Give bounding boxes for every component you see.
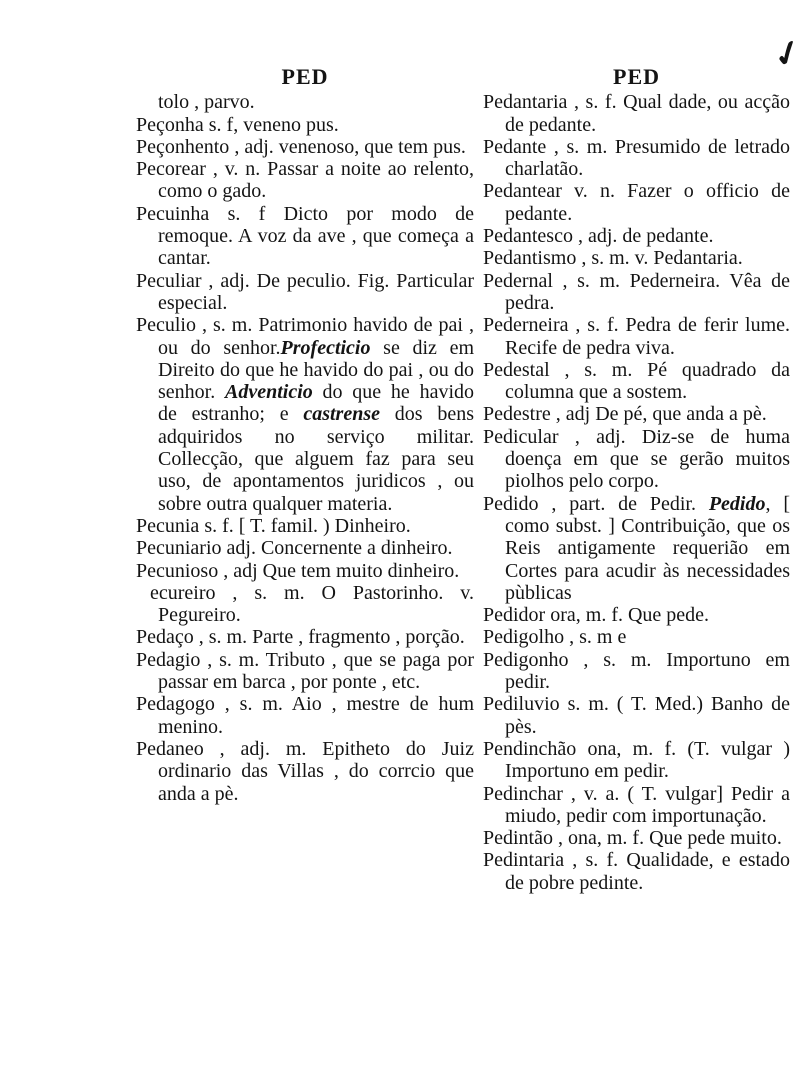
entry-italic-term: Profecticio bbox=[280, 336, 371, 359]
entry-headword: Pedinchar bbox=[483, 782, 563, 805]
running-head-right: PED bbox=[613, 64, 660, 89]
entry-headword: Pendinchão bbox=[483, 737, 577, 760]
entry-definition: , s. m. Pé quadrado da columna que a sostem. bbox=[505, 358, 790, 404]
dictionary-entry bbox=[483, 426, 790, 493]
dictionary-entry bbox=[483, 403, 790, 425]
entry-definition: ora, m. f. Que pede. bbox=[545, 604, 710, 627]
entry-definition: , [ como subst. ] Contribuição, que os Reis antigamente requerião em Cortes para acudir às necessidades pùblicas bbox=[505, 492, 790, 604]
dictionary-entry bbox=[136, 314, 474, 515]
entry-definition: , s. f. Qual dade, ou acção de pedante. bbox=[505, 91, 790, 136]
dictionary-entry bbox=[483, 604, 790, 626]
dictionary-entry bbox=[136, 626, 474, 648]
dictionary-entry bbox=[483, 649, 790, 694]
dictionary-entry bbox=[483, 270, 790, 315]
entry-definition: , s. m. v. Pedantaria. bbox=[576, 247, 743, 270]
entry-headword: Pedantesco bbox=[483, 225, 573, 248]
entry-headword: Pedido bbox=[483, 492, 539, 515]
entry-definition: , adj. de pedante. bbox=[572, 225, 714, 248]
entry-definition: , s. m. O Pastorinho. v. Pegureiro. bbox=[158, 581, 474, 627]
entry-definition: , v. n. Passar a noite ao relento, como o gado. bbox=[158, 158, 474, 203]
entry-italic-term: Pedido bbox=[708, 492, 766, 515]
entry-definition: s. f Dicto por modo de remoque. A voz da ave , que começa a cantar. bbox=[158, 202, 474, 270]
entry-definition: adj. Concernente a dinheiro. bbox=[221, 537, 453, 560]
dictionary-entry bbox=[483, 180, 790, 225]
dictionary-entry bbox=[136, 91, 474, 113]
entry-definition: s. m. ( T. Med.) Banho de pès. bbox=[505, 693, 790, 738]
entry-headword: Pedintão bbox=[483, 827, 553, 850]
entry-definition: , s. m. Presumido de letrado charlatão. bbox=[505, 135, 790, 181]
dictionary-entry bbox=[136, 203, 474, 270]
dictionary-entry bbox=[136, 649, 474, 694]
entry-headword: Pedigonho bbox=[483, 648, 569, 671]
entry-headword: Pedintaria bbox=[483, 849, 565, 872]
entry-headword: Pecunia bbox=[136, 514, 200, 537]
entry-definition: tolo , parvo. bbox=[158, 91, 255, 114]
entry-definition: , s. f. Pedra de ferir lume. Recife de pedra viva. bbox=[505, 314, 790, 359]
entry-definition: , s. m. Pederneira. Vêa de pedra. bbox=[505, 269, 790, 314]
entry-headword: Pecunioso bbox=[136, 559, 219, 582]
entry-definition: , adj. venenoso, que tem pus. bbox=[229, 135, 466, 158]
right-column bbox=[483, 66, 790, 894]
entry-definition: v. n. Fazer o officio de pedante. bbox=[505, 180, 790, 225]
dictionary-entry bbox=[136, 158, 474, 203]
entry-headword: Pedantismo bbox=[483, 247, 577, 270]
entry-headword: Pedernal bbox=[483, 269, 553, 292]
entry-headword: Pedagio bbox=[136, 648, 201, 671]
dictionary-entry bbox=[483, 225, 790, 247]
entry-definition: , s. m e bbox=[564, 626, 627, 649]
entry-headword: Pecorear bbox=[136, 158, 206, 181]
entry-definition: , adj. De peculio. Fig. Particular especial. bbox=[158, 269, 474, 314]
entry-headword: Pedigolho bbox=[483, 626, 565, 649]
entry-headword: Pedaneo bbox=[136, 737, 204, 760]
entry-definition: , s. f. Qualidade, e estado de pobre pedinte. bbox=[505, 849, 790, 894]
entry-headword: Pedidor bbox=[483, 604, 546, 627]
dictionary-entry bbox=[483, 849, 790, 894]
dictionary-entry bbox=[483, 827, 790, 849]
dictionary-entry bbox=[136, 515, 474, 537]
entry-definition: , s. m. Patrimonio havido de pai , ou do senhor. bbox=[158, 314, 474, 359]
dictionary-entry bbox=[136, 582, 474, 627]
dictionary-entry bbox=[483, 626, 790, 648]
entry-definition: , adj. m. Epitheto do Juiz ordinario das Villas , do corrcio que anda a pè. bbox=[158, 737, 474, 805]
entry-headword: Peculio bbox=[136, 314, 196, 337]
entry-definition: , s. m. Tributo , que se paga por passar em barca , por ponte , etc. bbox=[158, 648, 474, 694]
entry-headword: Peçonhento bbox=[136, 135, 230, 158]
entry-headword: Pedantaria bbox=[483, 91, 568, 114]
entry-definition: dos bens adquiridos no serviço militar. Collecção, que alguem faz para seu uso, de apontamentos juridicos , ou sobre outra qualquer materia. bbox=[158, 403, 474, 515]
entry-headword: Pedestal bbox=[483, 358, 550, 381]
entry-headword: Pecuinha bbox=[136, 202, 210, 225]
entry-definition: , ona, m. f. Que pede muito. bbox=[553, 827, 782, 850]
entry-headword: Pedantear bbox=[483, 180, 562, 203]
entry-definition: s. f. [ T. famil. ) Dinheiro. bbox=[199, 514, 411, 537]
dictionary-entry bbox=[483, 314, 790, 359]
dictionary-entry bbox=[136, 560, 474, 582]
entry-definition: se diz em Direito do que he havido do pai , ou do senhor. bbox=[158, 336, 474, 404]
running-head-left: PED bbox=[281, 64, 329, 89]
entry-definition: , part. de Pedir. bbox=[538, 492, 709, 515]
entry-definition: , adj. Diz-se de huma doença em que se gerão muitos piolhos pelo corpo. bbox=[505, 425, 790, 493]
dictionary-entry bbox=[136, 537, 474, 559]
entry-definition: , adj De pé, que anda a pè. bbox=[550, 403, 767, 426]
entry-italic-term: castrense bbox=[303, 403, 381, 426]
entry-headword: Pedante bbox=[483, 135, 547, 158]
entry-headword: Pedicular bbox=[483, 425, 559, 448]
entry-definition: do que he havido de estranho; e bbox=[158, 381, 474, 426]
dictionary-entry bbox=[483, 738, 790, 783]
right-entries bbox=[483, 91, 790, 894]
dictionary-entry bbox=[483, 359, 790, 404]
entry-headword: ecureiro bbox=[150, 581, 216, 604]
dictionary-entry bbox=[136, 114, 474, 136]
dictionary-entry bbox=[136, 136, 474, 158]
entry-definition: , s. m. Importuno em pedir. bbox=[505, 648, 790, 694]
entry-italic-term: Adventicio bbox=[224, 381, 313, 404]
checkmark-icon: ✓ bbox=[768, 32, 808, 77]
left-column bbox=[136, 66, 474, 805]
dictionary-entry bbox=[483, 493, 790, 604]
entry-headword: Peçonha bbox=[136, 113, 204, 136]
entry-definition: , s. m. Aio , mestre de hum menino. bbox=[158, 693, 474, 738]
entry-headword: Pedaço bbox=[136, 626, 194, 649]
entry-definition: ona, m. f. (T. vulgar ) Importuno em pedir. bbox=[505, 737, 790, 783]
dictionary-entry bbox=[136, 270, 474, 315]
dictionary-entry bbox=[483, 136, 790, 181]
dictionary-entry bbox=[483, 693, 790, 738]
entry-headword: Peculiar bbox=[136, 269, 202, 292]
left-entries bbox=[136, 91, 474, 805]
entry-headword: Pederneira bbox=[483, 314, 569, 337]
entry-definition: , adj Que tem muito dinheiro. bbox=[218, 559, 460, 582]
dictionary-entry bbox=[483, 91, 790, 136]
entry-headword: Pedagogo bbox=[136, 693, 215, 716]
dictionary-entry bbox=[136, 693, 474, 738]
entry-definition: , v. a. ( T. vulgar] Pedir a miudo, pedir com importunação. bbox=[505, 782, 790, 827]
entry-definition: , s. m. Parte , fragmento , porção. bbox=[193, 626, 465, 649]
entry-headword: Pedestre bbox=[483, 403, 551, 426]
dictionary-entry bbox=[483, 783, 790, 828]
entry-definition: s. f, veneno pus. bbox=[203, 113, 339, 136]
entry-headword: Pediluvio bbox=[483, 693, 560, 716]
dictionary-entry bbox=[136, 738, 474, 805]
dictionary-entry bbox=[483, 247, 790, 269]
entry-headword: Pecuniario bbox=[136, 537, 222, 560]
